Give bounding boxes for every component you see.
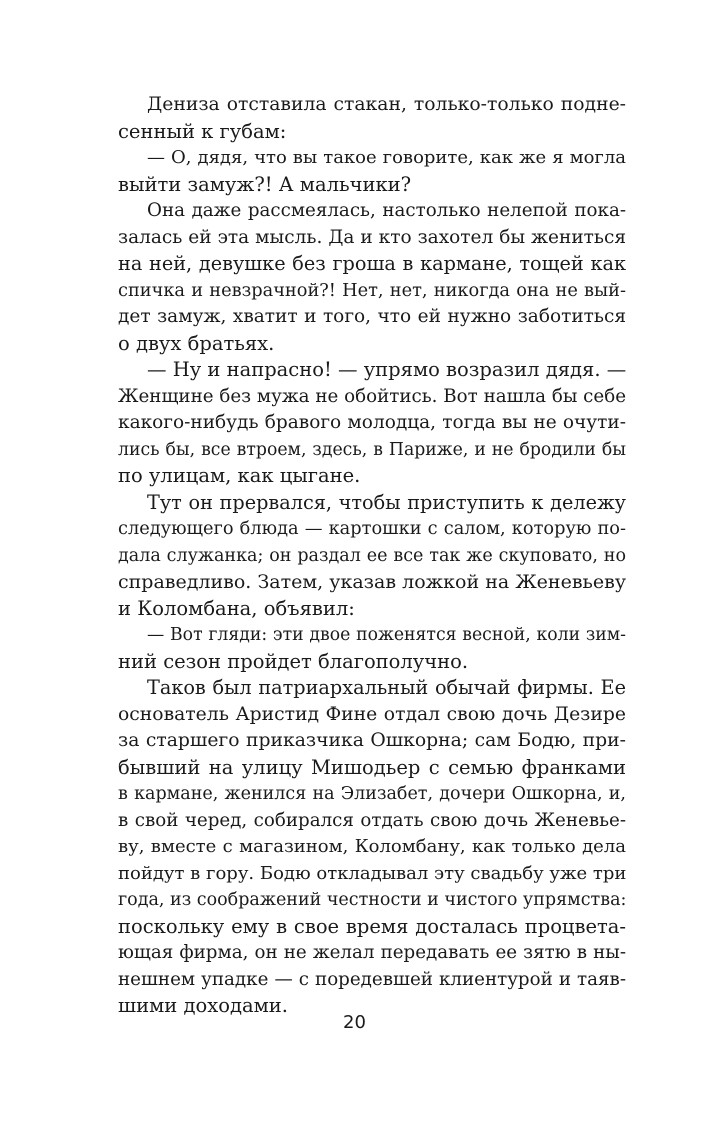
text-line: основатель Аристид Фине отдал свою дочь Дезире [118,703,626,725]
text-line: года, из соображений честности и чистого упрямства: [118,890,627,910]
text-line: — Вот гляди: эти двое поженятся весной, коли зим- [147,625,626,645]
text-line: дала служанка; он раздал ее все так же скуповато, но [118,545,626,566]
text-line: лись бы, все втроем, здесь, в Париже, и не бродили бы [118,439,626,460]
text-line: Дениза отставила стакан, только-только подне- [147,94,626,115]
text-line: — Ну и напрасно! — упрямо возразил дядя. — [147,358,627,381]
text-line: поскольку ему в свое время досталась процвета- [118,914,626,938]
text-line: за старшего приказчика Ошкорна; сам Бодю, при- [118,730,626,751]
page-number: 20 [343,1012,366,1033]
text-line: ву, вместе с магазином, Коломбану, как только дела [118,836,626,857]
text-line: ний сезон пройдет благополучно. [118,649,469,673]
text-line: пойдут в гору. Бодю откладывал эту свадьбу уже три [118,862,627,884]
text-line: в свой черед, собирался отдать свою дочь Женевье- [118,809,626,831]
text-line: справедливо. Затем, указав ложкой на Женевьеву [118,571,626,593]
text-line: выйти замуж?! А мальчики? [118,172,412,196]
text-line: нешнем упадке — с поредевшей клиентурой и таяв- [118,968,626,990]
text-line: Тут он прервался, чтобы приступить к дележу [147,490,626,514]
text-line: о двух братьях. [118,331,275,355]
text-line: следующего блюда — картошки с салом, которую по- [118,519,626,539]
text-line: какого-нибудь бравого молодца, тогда вы не очути- [118,412,626,433]
text-line: ющая фирма, он не желал передавать ее зятю в ны- [118,942,626,963]
text-line: Она даже рассмеялась, настолько нелепой пока- [147,200,626,221]
text-line: по улицам, как цыгане. [118,464,361,487]
text-line: шими доходами. [118,994,288,1017]
text-line: Таков был патриархальный обычай фирмы. Ее [147,676,626,699]
text-line: на ней, девушке без гроша в кармане, тощей как [118,252,626,275]
text-line: бывший на улицу Мишодьер с семью франками [118,755,626,779]
text-line: в кармане, женился на Элизабет, дочери Ошкорна, и, [118,784,626,804]
text-line: дет замуж, хватит и того, что ей нужно заботиться [118,306,626,327]
text-line: спичка и невзрачной?! Нет, нет, никогда она не вый- [118,280,626,301]
text-line: Женщине без мужа не обойтись. Вот нашла бы себе [118,385,626,407]
text-line: сенный к губам: [118,119,287,143]
text-line: залась ей эта мысль. Да и кто захотел бы жениться [118,226,626,248]
text-line: — О, дядя, что вы такое говорите, как же я могла [147,147,626,168]
text-line: и Коломбана, объявил: [118,596,355,620]
page-text [118,92,626,1020]
